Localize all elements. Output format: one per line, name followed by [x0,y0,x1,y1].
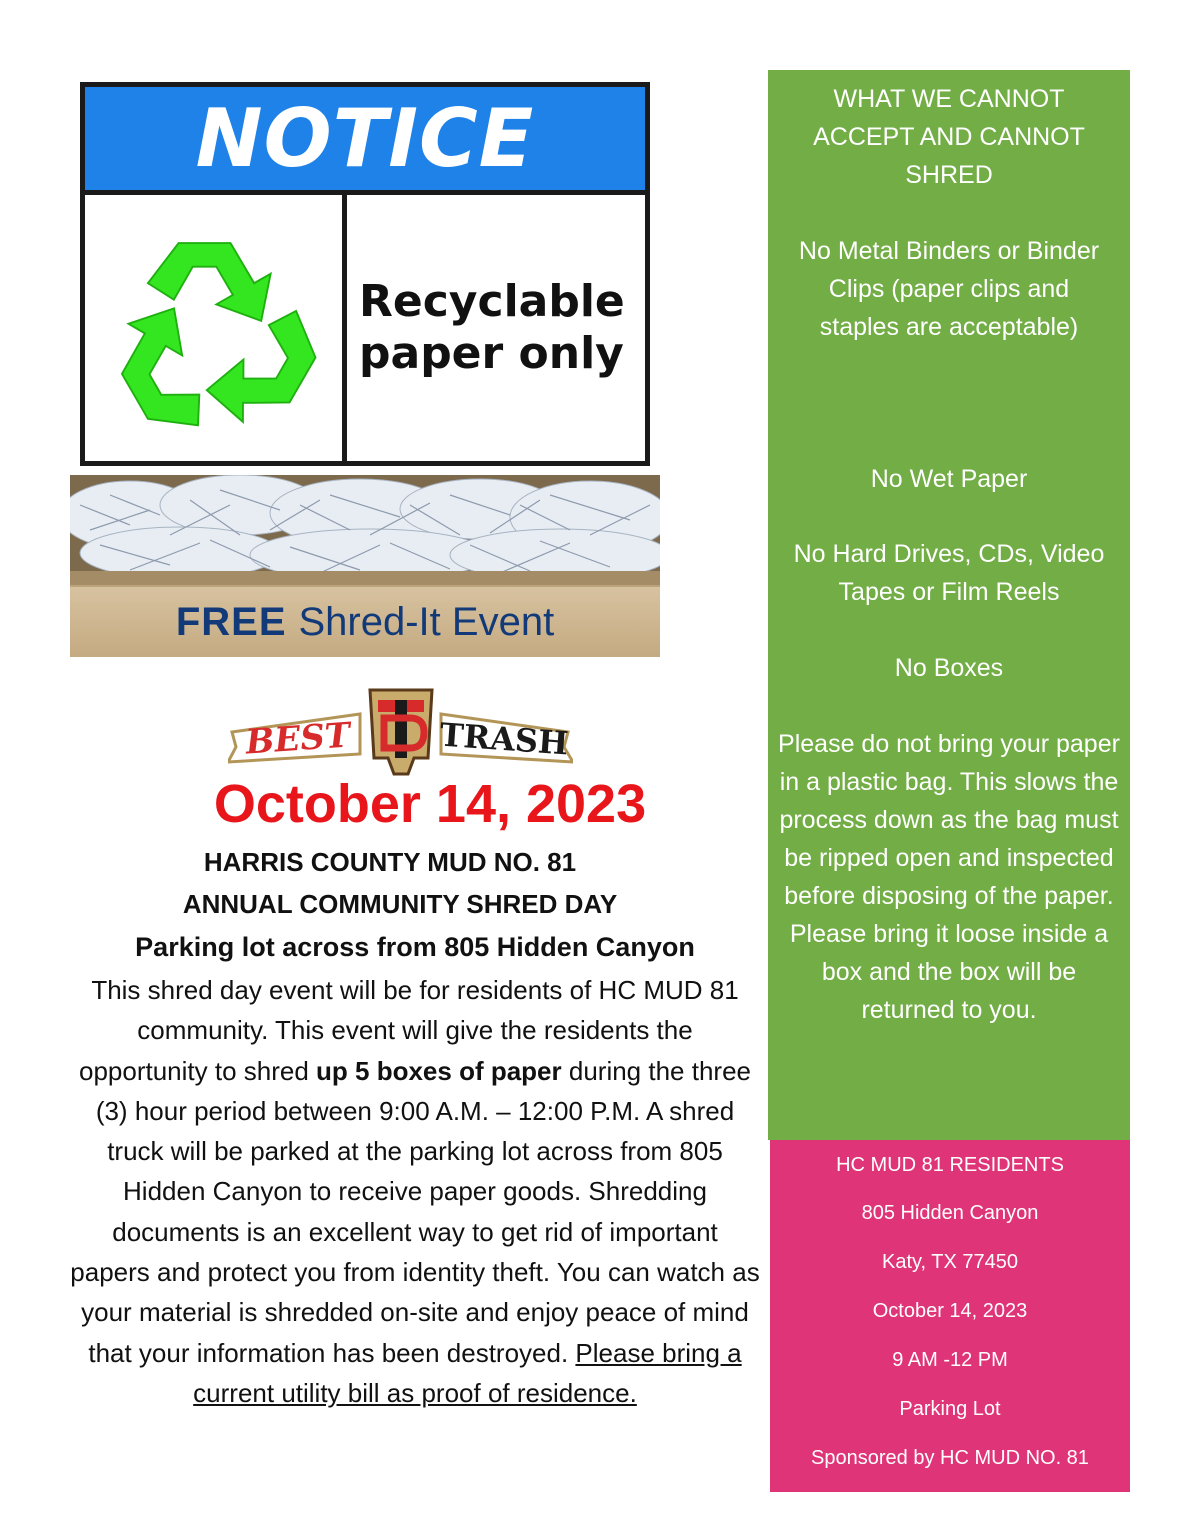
info-city: Katy, TX 77450 [881,1251,1018,1273]
notice-body [85,195,645,461]
info-date: October 14, 2023 [872,1300,1028,1322]
notice-header [85,87,645,195]
heading-annual-shred-day: ANNUAL COMMUNITY SHRED DAY [182,889,618,919]
restriction-wet-paper: No Wet Paper [870,465,1028,493]
info-location: Parking Lot [899,1398,1001,1420]
notice-line-1: Recyclable [359,276,625,327]
notice-text [347,195,645,461]
notice-sign [80,82,650,466]
restrictions-panel [768,70,1130,1140]
restriction-binders: No Metal Binders or Binder Clips (paper clips and staples are acceptable) [798,237,1100,341]
desc-underlined: Please bring a current utility bill as proof of residence. [193,1337,742,1408]
restrictions-title: WHAT WE CANNOT ACCEPT AND CANNOT SHRED [813,85,1085,189]
desc-part-2: during the three (3) hour period between 9:00 A.M. – 12:00 P.M. A shred truck will be parked at the parking lot across from 805 Hidden Canyon to receive paper goods. Shredding documents is an excellent way to get rid of important papers and protect you from identity theft. You can watch as your material is shredded on-site and enjoy peace of mind that your information has been destroyed. [70,1055,760,1368]
notice-title: NOTICE [195,92,535,185]
info-sponsor: Sponsored by HC MUD NO. 81 [811,1447,1089,1469]
shredded-paper-image [70,475,660,585]
desc-bold: up 5 boxes of paper [316,1055,562,1086]
best-trash-logo [228,684,573,776]
event-description [70,970,760,1413]
event-date: October 14, 2023 [213,774,647,834]
shred-label-free: FREE [175,599,287,644]
shred-banner [70,475,660,657]
desc-part-1: This shred day event will be for residents of HC MUD 81 community. This event will give the residents the opportunity to shred [78,975,739,1086]
info-panel [770,1140,1130,1492]
heading-location: Parking lot across from 805 Hidden Canyon [135,932,695,962]
info-residents: HC MUD 81 RESIDENTS [836,1154,1064,1176]
info-time: 9 AM -12 PM [892,1349,1008,1371]
shred-event-label [70,587,660,657]
shred-label-text: Shred-It Event [298,599,555,644]
info-address: 805 Hidden Canyon [861,1202,1039,1224]
heading-harris-county: HARRIS COUNTY MUD NO. 81 [203,847,577,877]
restriction-boxes: No Boxes [894,654,1004,682]
recycle-icon [96,210,332,446]
logo-right-word: TRASH [438,715,570,763]
recycle-cell [85,195,347,461]
restriction-plastic-bag: Please do not bring your paper in a plastic bag. This slows the process down as the bag must be ripped open and inspected before disposing of the paper. Please bring it loose inside a box and the box will be returned to you. [778,730,1120,1024]
logo-left-word: BEST [244,715,352,763]
restriction-media: No Hard Drives, CDs, Video Tapes or Film Reels [793,540,1105,606]
notice-line-2: paper only [359,328,624,379]
